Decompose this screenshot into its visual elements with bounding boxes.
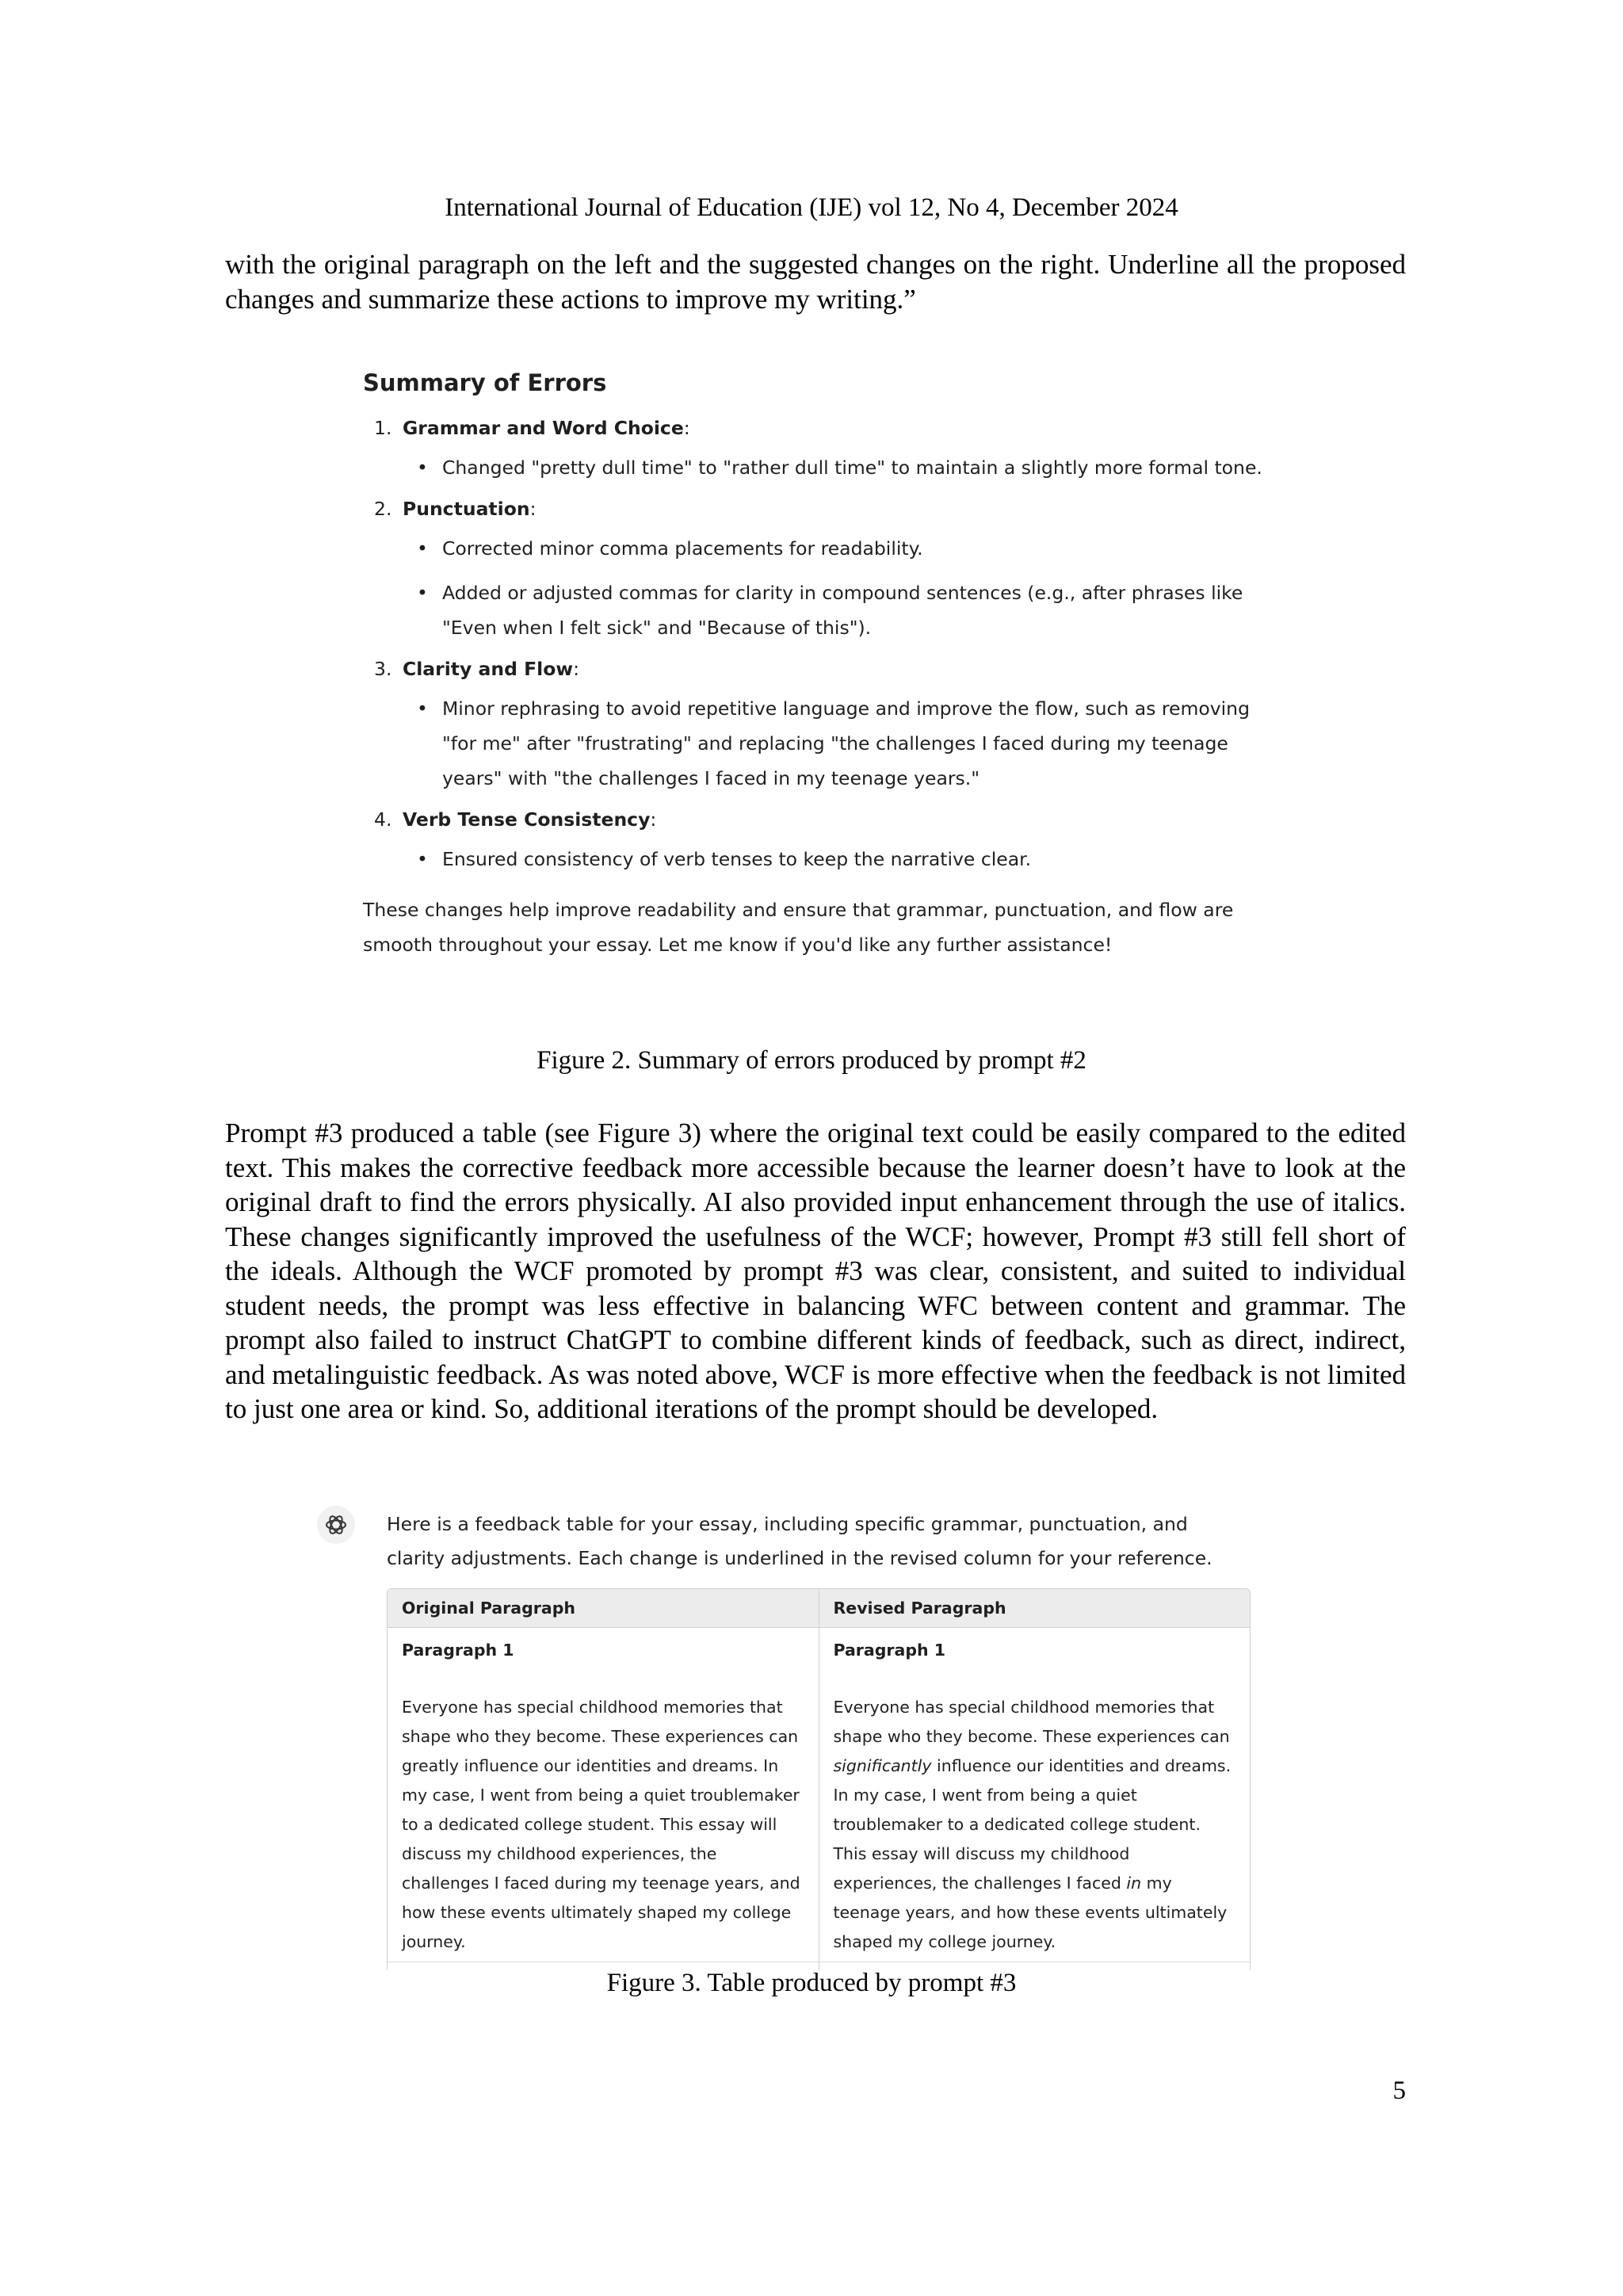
revised-paragraph-cell [819, 1628, 1251, 1962]
chatgpt-logo-icon [317, 1506, 355, 1544]
column-header-revised: Revised Paragraph [819, 1589, 1251, 1628]
column-header-original: Original Paragraph [388, 1589, 819, 1628]
figure-3-caption: Figure 3. Table produced by prompt #3 [606, 1969, 1017, 1997]
italic-change: significantly [833, 1756, 932, 1775]
running-header: International Journal of Education (IJE) vol 12, No 4, December 2024 [445, 193, 1178, 222]
error-section-punctuation: 2. Punctuation: • Corrected minor comma placements for readability. • Added or adjusted commas for clarity in compound sentences (e.g., after phrases like "Even when I felt sick" and "Because of this"). [363, 496, 1266, 645]
main-paragraph: Prompt #3 produced a table (see Figure 3) where the original text could be easily compared to the edited text. This makes the corrective feedback more accessible because the learner doesn’t have to look at the original draft to find the errors physically. AI also provided input enhancement through the use of italics. These changes significantly improved the usefulness of the WCF; however, Prompt #3 still fell short of the ideals. Although the WCF promoted by prompt #3 was clear, consistent, and suited to individual student needs, the prompt was less effective in balancing WFC between content and grammar. The prompt also failed to instruct ChatGPT to combine different kinds of feedback, such as direct, indirect, and metalinguistic feedback. As was noted above, WCF is more effective when the feedback is not limited to just one area or kind. So, additional iterations of the prompt should be developed. [225, 1117, 1406, 1424]
figure-3-intro-text: Here is a feedback table for your essay, including specific grammar, punctuation, and clarity adjustments. Each change is underlined in the revised column for your reference. [387, 1513, 1212, 1569]
page-number: 5 [1392, 2076, 1406, 2105]
section-number: 4. [374, 808, 392, 831]
bullet-list [403, 450, 1266, 485]
section-number: 1. [374, 417, 392, 439]
section-heading: Clarity and Flow [403, 658, 574, 680]
section-number: 3. [374, 658, 392, 680]
figure-2-caption: Figure 2. Summary of errors produced by prompt #2 [537, 1046, 1086, 1075]
bullet-item: • Changed "pretty dull time" to "rather dull time" to maintain a slightly more formal tone. [442, 450, 1266, 485]
error-section-clarity: 3. Clarity and Flow: • Minor rephrasing to avoid repetitive language and improve the flow, such as removing "for me" after "frustrating" and replacing "the challenges I faced during my teenage years" with "the challenges I faced in my teenage years." [363, 656, 1266, 796]
revised-paragraph-text: Everyone has special childhood memories that shape who they become. These experiences can significantly influence our identities and dreams. In my case, I went from being a quiet troublemaker to a dedicated college student. This essay will discuss my childhood experiences, the challenges I faced in my teenage years, and how these events ultimately shaped my college journey. [833, 1698, 1232, 1951]
section-heading: Grammar and Word Choice [403, 417, 684, 439]
figure-2-title: Summary of Errors [363, 369, 607, 396]
section-heading: Punctuation [403, 498, 530, 520]
original-paragraph-text: Everyone has special childhood memories that shape who they become. These experiences can greatly influence our identities and dreams. In my case, I went from being a quiet troublemaker to a dedicated college student. This essay will discuss my childhood experiences, the challenges I faced during my teenage years, and how these events ultimately shaped my college journey. [402, 1698, 800, 1951]
original-paragraph-cell [388, 1628, 819, 1962]
bullet-list [403, 531, 1266, 645]
intro-paragraph: with the original paragraph on the left and the suggested changes on the right. Underline all the proposed changes and summarize these actions to improve my writing.” [225, 249, 1406, 315]
paragraph-label: Paragraph 1 [833, 1641, 946, 1660]
bullet-item: • Ensured consistency of verb tenses to keep the narrative clear. [442, 842, 1266, 877]
section-number: 2. [374, 498, 392, 520]
bullet-item: • Added or adjusted commas for clarity in compound sentences (e.g., after phrases like "Even when I felt sick" and "Because of this"). [442, 575, 1266, 645]
bullet-item: • Corrected minor comma placements for readability. [442, 531, 1266, 566]
section-heading: Verb Tense Consistency [403, 808, 651, 831]
bullet-list [403, 691, 1266, 796]
table-row [388, 1628, 1250, 1962]
bullet-item: • Minor rephrasing to avoid repetitive language and improve the flow, such as removing "for me" after "frustrating" and replacing "the challenges I faced during my teenage years" with "the challenges I faced in my teenage years." [442, 691, 1266, 796]
feedback-table [387, 1588, 1251, 1970]
figure-2 [363, 369, 1266, 962]
bullet-list [403, 842, 1266, 877]
italic-change: in [1126, 1874, 1142, 1893]
paragraph-label: Paragraph 1 [402, 1641, 514, 1660]
error-section-grammar: 1. Grammar and Word Choice: • Changed "pretty dull time" to "rather dull time" to maintain a slightly more formal tone. [363, 415, 1266, 485]
figure-2-closing-text: These changes help improve readability and ensure that grammar, punctuation, and flow are smooth throughout your essay. Let me know if you'd like any further assistance! [363, 899, 1234, 956]
error-section-verb-tense: 4. Verb Tense Consistency: • Ensured consistency of verb tenses to keep the narrative clear. [363, 807, 1266, 877]
